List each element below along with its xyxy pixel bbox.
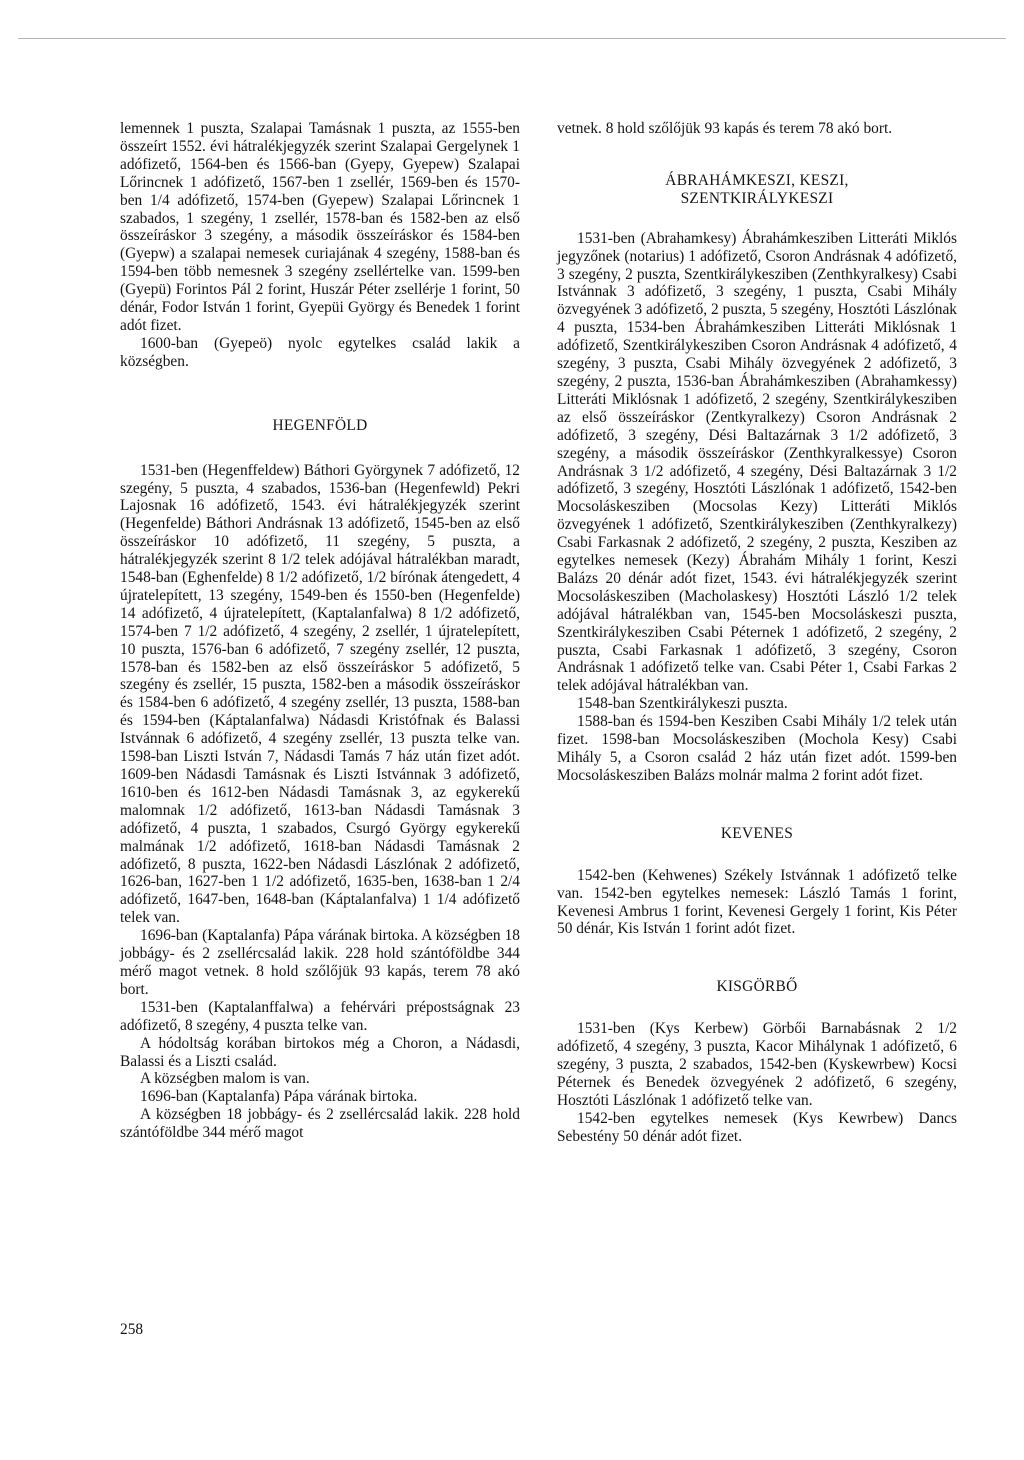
paragraph: 1531-ben (Hegenffeldew) Báthori Györgynek 7 adófizető, 12 szegény, 5 puszta, 4 szabados, 1536-ban (Hegenfewld) Pekri Lajosnak 16 adófizető, 1543. évi hátralékjegyzék szerint (Hegenfelde) Báthori Andrásnak 13 adófizető, 1545-ben az első összeíráskor 10 adófizető, 11 szegény, 5 puszta, a hátralékjegyzék szerint 8 1/2 telek adójával hátralékban maradt, 1548-ban (Eghenfelde) 8 1/2 adófizető, 1/2 bírónak átengedett, 4 újratelepített, 13 szegény, 1549-ben és 1550-ben (Hegenfelde) 14 adófizető, 4 újratelepített, (Kaptalanfalwa) 8 1/2 adófizető, 1574-ben 7 1/2 adófizető, 4 szegény, 2 zsellér, 1 újratelepített, 10 puszta, 1576-ban 6 adófizető, 7 szegény zsellér, 12 puszta, 1578-ban és 1582-ben az első összeíráskor 5 adófizető, 5 szegény és zsellér, 15 puszta, 1582-ben a második összeíráskor és 1584-ben 6 adófizető, 4 szegény zsellér, 13 puszta, 1588-ban és 1594-ben (Káptalanfalwa) Nádasdi Kristófnak és Balassi Istvánnak 6 adófizető, 4 szegény zsellér, 13 puszta telke van. 1598-ban Liszti István 7, Nádasdi Tamás 7 ház után fizet adót. 1609-ben Nádasdi Tamásnak és Liszti Istvánnak 3 adófizető, 1610-ben és 1612-ben Nádasdi Tamásnak 3, az egykerekű malomnak 1/2 adófizető, 1613-ban Nádasdi Tamásnak 3 adófizető, 4 puszta, 1 szabados, Csurgó György egykerekű malmának 1/2 adófizető, 1618-ban Nádasdi Tamásnak 2 adófizető, 8 puszta, 1622-ben Nádasdi Lászlónak 2 adófizető, 1626-ban, 1627-ben 1 1/2 adófizető, 1635-ben, 1638-ban 1 2/4 adófizető, 1647-ben, 1648-ban (Káptalanfalva) 1 1/4 adófizető telek van. xyxy=(120,461,520,927)
paragraph: 1588-ban és 1594-ben Kesziben Csabi Mihály 1/2 telek után fizet. 1598-ban Mocsoláskesziben (Mochola Kesy) Csabi Mihály 5, a Csoron család 2 ház után fizet adót. 1599-ben Mocsoláskesziben Balázs molnár malma 2 forint adót fizet. xyxy=(557,713,957,784)
paragraph: A községben malom is van. xyxy=(140,1070,310,1088)
paragraph: 1531-ben (Kaptalanffalwa) a fehérvári prépostságnak 23 adófizető, 8 szegény, 4 puszta telke van. xyxy=(120,998,520,1034)
section-heading-abrahamkeszi-line2: SZENTKIRÁLYKESZI xyxy=(680,189,834,207)
paragraph: 1531-ben (Kys Kerbew) Görbői Barnabásnak 2 1/2 adófizető, 4 szegény, 3 puszta, Kacor Mihálynak 1 adófizető, 6 szegény, 3 puszta, 2 szabados, 1542-ben (Kyskewrbew) Kocsi Péternek és Benedek özvegyének 2 adófizető, 6 szegény, Hosztóti Lászlónak 1 adófizető telke van. xyxy=(557,1020,957,1109)
paragraph: 1542-ben egytelkes nemesek (Kys Kewrbew) Dancs Sebestény 50 dénár adót fizet. xyxy=(557,1109,957,1145)
left-column xyxy=(120,120,520,1142)
top-rule xyxy=(18,38,1006,39)
paragraph: 1542-ben (Kehwenes) Székely Istvánnak 1 adófizető telke van. 1542-ben egytelkes nemesek: László Tamás 1 forint, Kevenesi Ambrus 1 forint, Kevenesi Gergely 1 forint, Kis Péter 50 dénár, Kis István 1 forint adót fizet. xyxy=(557,866,957,938)
paragraph: A hódoltság korában birtokos még a Choron, a Nádasdi, Balassi és a Liszti család. xyxy=(120,1034,520,1070)
paragraph: 1548-ban Szentkirálykeszi puszta. xyxy=(577,695,788,713)
paragraph: vetnek. 8 hold szőlőjük 93 kapás és terem 78 akó bort. xyxy=(557,120,893,137)
paragraph: 1600-ban (Gyepeö) nyolc egytelkes család lakik a községben. xyxy=(120,334,520,370)
section-heading-hegenfold: HEGENFÖLD xyxy=(272,416,368,434)
paragraph: lemennek 1 puszta, Szalapai Tamásnak 1 puszta, az 1555-ben összeírt 1552. évi hátralékjegyzék szerint Szalapai Gergelynek 1 adófizető, 1564-ben és 1566-ban (Gyepy, Gyepew) Szalapai Lőrincnek 1 adófizető, 1567-ben 1 zsellér, 1569-ben és 1570-ben 1/4 adófizető, 1574-ben (Gyepew) Szalapai Lőrincnek 1 szabados, 1 szegény, 1 zsellér, 1578-ban és 1582-ben az első összeíráskor 3 szegény, a második összeíráskor és 1584-ben (Gyepw) a szalapai nemesek curiajának 4 szegény, 1588-ban és 1594-ben több nemesnek 3 szegény zsellértelke van. 1599-ben (Gyepü) Forintos Pál 2 forint, Huszár Péter zsellérje 1 forint, 50 dénár, Fodor István 1 forint, Gyepüi György és Benedek 1 forint adót fizet. xyxy=(120,120,520,334)
paragraph: 1531-ben (Abrahamkesy) Ábrahámkesziben Litteráti Miklós jegyzőnek (notarius) 1 adófizető, Csoron Andrásnak 4 adófizető, 3 szegény, 2 puszta, Szentkirálykesziben (Zenthkyralkesy) Csabi Istvánnak 3 adófizető, 3 szegény, 1 puszta, Csabi Mihály özvegyének 3 adófizető, 2 puszta, 5 szegény, Hosztóti Lászlónak 4 puszta, 1534-ben Ábrahámkesziben Litteráti Miklósnak 1 adófizető, Szentkirálykesziben Csoron Andrásnak 4 adófizető, 4 szegény, 3 puszta, Csabi Mihály özvegyének 2 adófizető, 3 szegény, 2 puszta, 1536-ban Ábrahámkesziben (Abrahamkessy) Litteráti Miklósnak 1 adófizető, 2 szegény, Szentkirálykesziben az első összeíráskor (Zentkyralkezy) Csoron Andrásnak 2 adófizető, 3 szegény, Dési Baltazárnak 3 1/2 adófizető, 3 szegény, a második összeíráskor (Zenthkyralkessye) Csoron Andrásnak 3 1/2 adófizető, 4 szegény, Dési Baltazárnak 3 1/2 adófizető, 3 szegény, Hosztóti Lászlónak 1 adófizető, 1542-ben Mocsoláskesziben (Mocsolas Kezy) Litteráti Miklós özvegyének 1 adófizető, Szentkirálykesziben (Zenthkyralkezy) Csabi Farkasnak 2 adófizető, 2 szegény, 2 puszta, Kesziben az egytelkes nemesek (Kezy) Ábrahám Mihály 1 forint, Keszi Balázs 20 dénár adót fizet, 1543. évi hátralékjegyzék szerint Mocsoláskesziben (Macholaskesy) Hosztóti László 1/2 telek adójával hátralékban van, 1545-ben Mocsoláskeszi puszta, Szentkirálykesziben Csabi Péternek 1 adófizető, 2 szegény, 2 puszta, Csabi Farkasnak 1 adófizető, 3 szegény, Csoron Andrásnak 1 adófizető telke van. Csabi Péter 1, Csabi Farkas 2 telek adójával hátralékban van. xyxy=(557,229,957,695)
paragraph: A községben 18 jobbágy- és 2 zsellércsalád lakik. 228 hold szántóföldbe 344 mérő magot xyxy=(120,1106,520,1142)
section-heading-kisgorbo: KISGÖRBŐ xyxy=(716,978,798,996)
page-number: 258 xyxy=(120,1321,144,1338)
paragraph: 1696-ban (Kaptalanfa) Pápa várának birtoka. xyxy=(140,1088,418,1106)
section-heading-abrahamkeszi: ÁBRAHÁMKESZI, KESZI, xyxy=(665,171,849,189)
right-column xyxy=(557,120,957,1146)
paragraph: 1696-ban (Kaptalanfa) Pápa várának birtoka. A községben 18 jobbágy- és 2 zsellércsalád lakik. 228 hold szántóföldbe 344 mérő magot vetnek. 8 hold szőlőjük 93 kapás, terem 78 akó bort. xyxy=(120,927,520,998)
section-heading-kevenes: KEVENES xyxy=(720,824,794,842)
